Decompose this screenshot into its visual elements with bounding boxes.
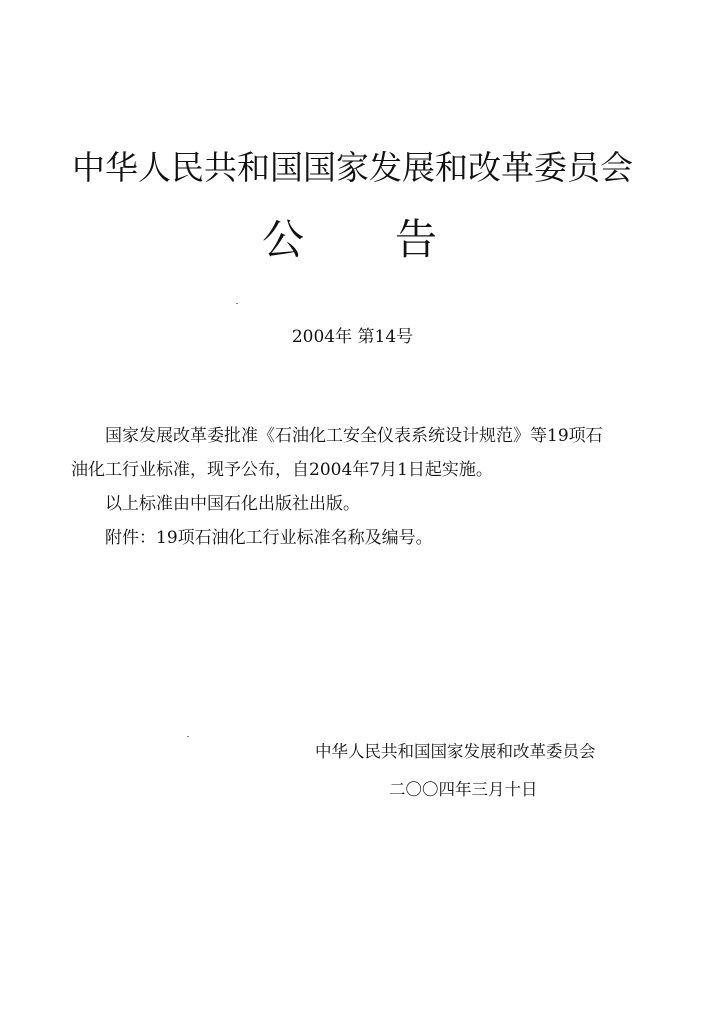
body-paragraph-1-line-1: 国家发展改革委批准《石油化工安全仪表系统设计规范》等19项石	[105, 426, 603, 446]
scan-speck	[236, 303, 238, 304]
body-paragraph-1-line-2: 油化工行业标准，现予公布，自2004年7月1日起实施。	[71, 460, 493, 480]
signature-block	[315, 733, 645, 809]
scan-speck	[187, 736, 189, 737]
document-number: 2004年 第14号	[291, 327, 414, 347]
body-paragraph-3-attachment: 附件：19项石油化工行业标准名称及编号。	[105, 528, 433, 548]
notice-body	[71, 419, 661, 555]
signature-organization: 中华人民共和国国家发展和改革委员会	[315, 742, 596, 761]
document-type-char-2: 告	[395, 215, 438, 264]
body-paragraph-2: 以上标准由中国石化出版社出版。	[105, 494, 360, 514]
signature-date: 二〇〇四年三月十日	[389, 780, 538, 799]
document-type-char-1: 公	[262, 215, 305, 264]
issuer-title: 中华人民共和国国家发展和改革委员会	[72, 148, 633, 187]
